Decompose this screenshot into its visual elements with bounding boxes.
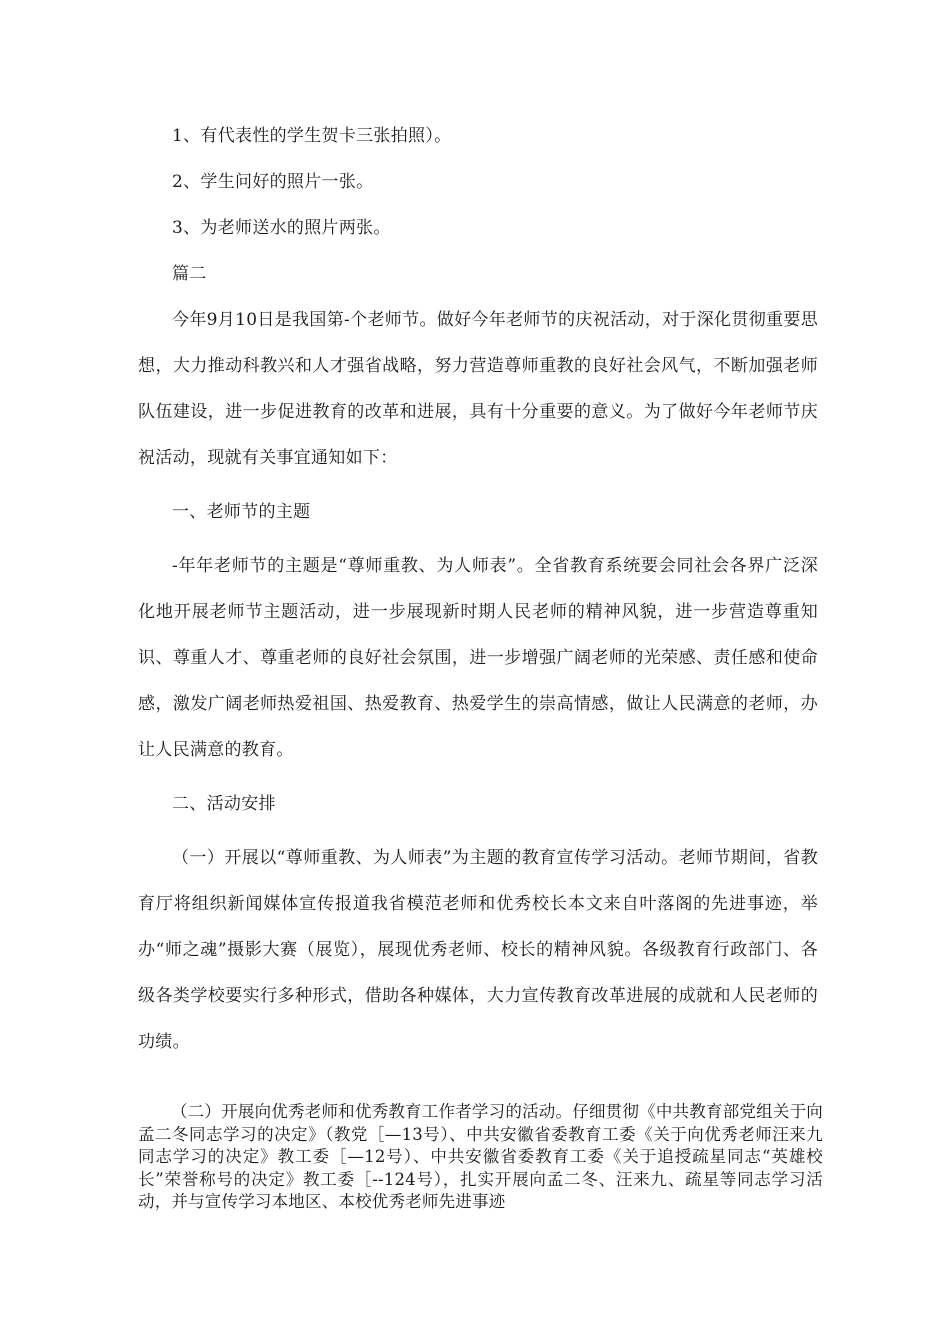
theme-paragraph: -年年老师节的主题是“尊师重教、为人师表”。全省教育系统要会同社会各界广泛深化地开展老师节主题活动，进一步展现新时期人民老师的精神风貌，进一步营造尊重知识、尊重人才、尊重老师的良好社会氛围，进一步增强广阔老师的光荣感、责任感和使命感，激发广阔老师热爱祖国、热爱教育、热爱学生的崇高情感，做让人民满意的老师，办让人民满意的教育。 bbox=[138, 556, 818, 760]
heading-theme: 一、老师节的主题 bbox=[172, 502, 311, 522]
activity-two-paragraph: （二）开展向优秀老师和优秀教育工作者学习的活动。仔细贯彻《中共教育部党组关于向孟二冬同志学习的决定》（教党［—13号）、中共安徽省委教育工委《关于向优秀老师汪来九同志学习的决定》教工委［—12号）、中共安徽省委教育工委《关于追授疏星同志“英雄校长”荣誉称号的决定》教工委［--124号），扎实开展向孟二冬、汪来九、疏星等同志学习活动，并与宣传学习本地区、本校优秀老师先进事迹 bbox=[138, 1102, 823, 1211]
heading-activities: 二、活动安排 bbox=[172, 794, 276, 814]
list-item-3: 3、为老师送水的照片两张。 bbox=[172, 218, 391, 238]
list-item-2: 2、学生问好的照片一张。 bbox=[172, 172, 374, 192]
list-item-1: 1、有代表性的学生贺卡三张拍照）。 bbox=[172, 126, 452, 146]
document-body-small bbox=[138, 1101, 823, 1214]
activity-one-paragraph: （一）开展以“尊师重教、为人师表”为主题的教育宣传学习活动。老师节期间，省教育厅将组织新闻媒体宣传报道我省模范老师和优秀校长本文来自叶落阁的先进事迹，举办“师之魂”摄影大赛（展览），展现优秀老师、校长的精神风貌。各级教育行政部门、各级各类学校要实行多种形式，借助各种媒体，大力宣传教育改革进展的成就和人民老师的功绩。 bbox=[138, 848, 818, 1052]
intro-paragraph: 今年9月10日是我国第-个老师节。做好今年老师节的庆祝活动，对于深化贯彻重要思想，大力推动科教兴和人才强省战略，努力营造尊师重教的良好社会风气，不断加强老师队伍建设，进一步促进教育的改革和进展，具有十分重要的意义。为了做好今年老师节庆祝活动，现就有关事宜通知如下： bbox=[138, 310, 818, 468]
section-heading-part-two: 篇二 bbox=[172, 264, 207, 284]
document-body bbox=[138, 113, 818, 1065]
